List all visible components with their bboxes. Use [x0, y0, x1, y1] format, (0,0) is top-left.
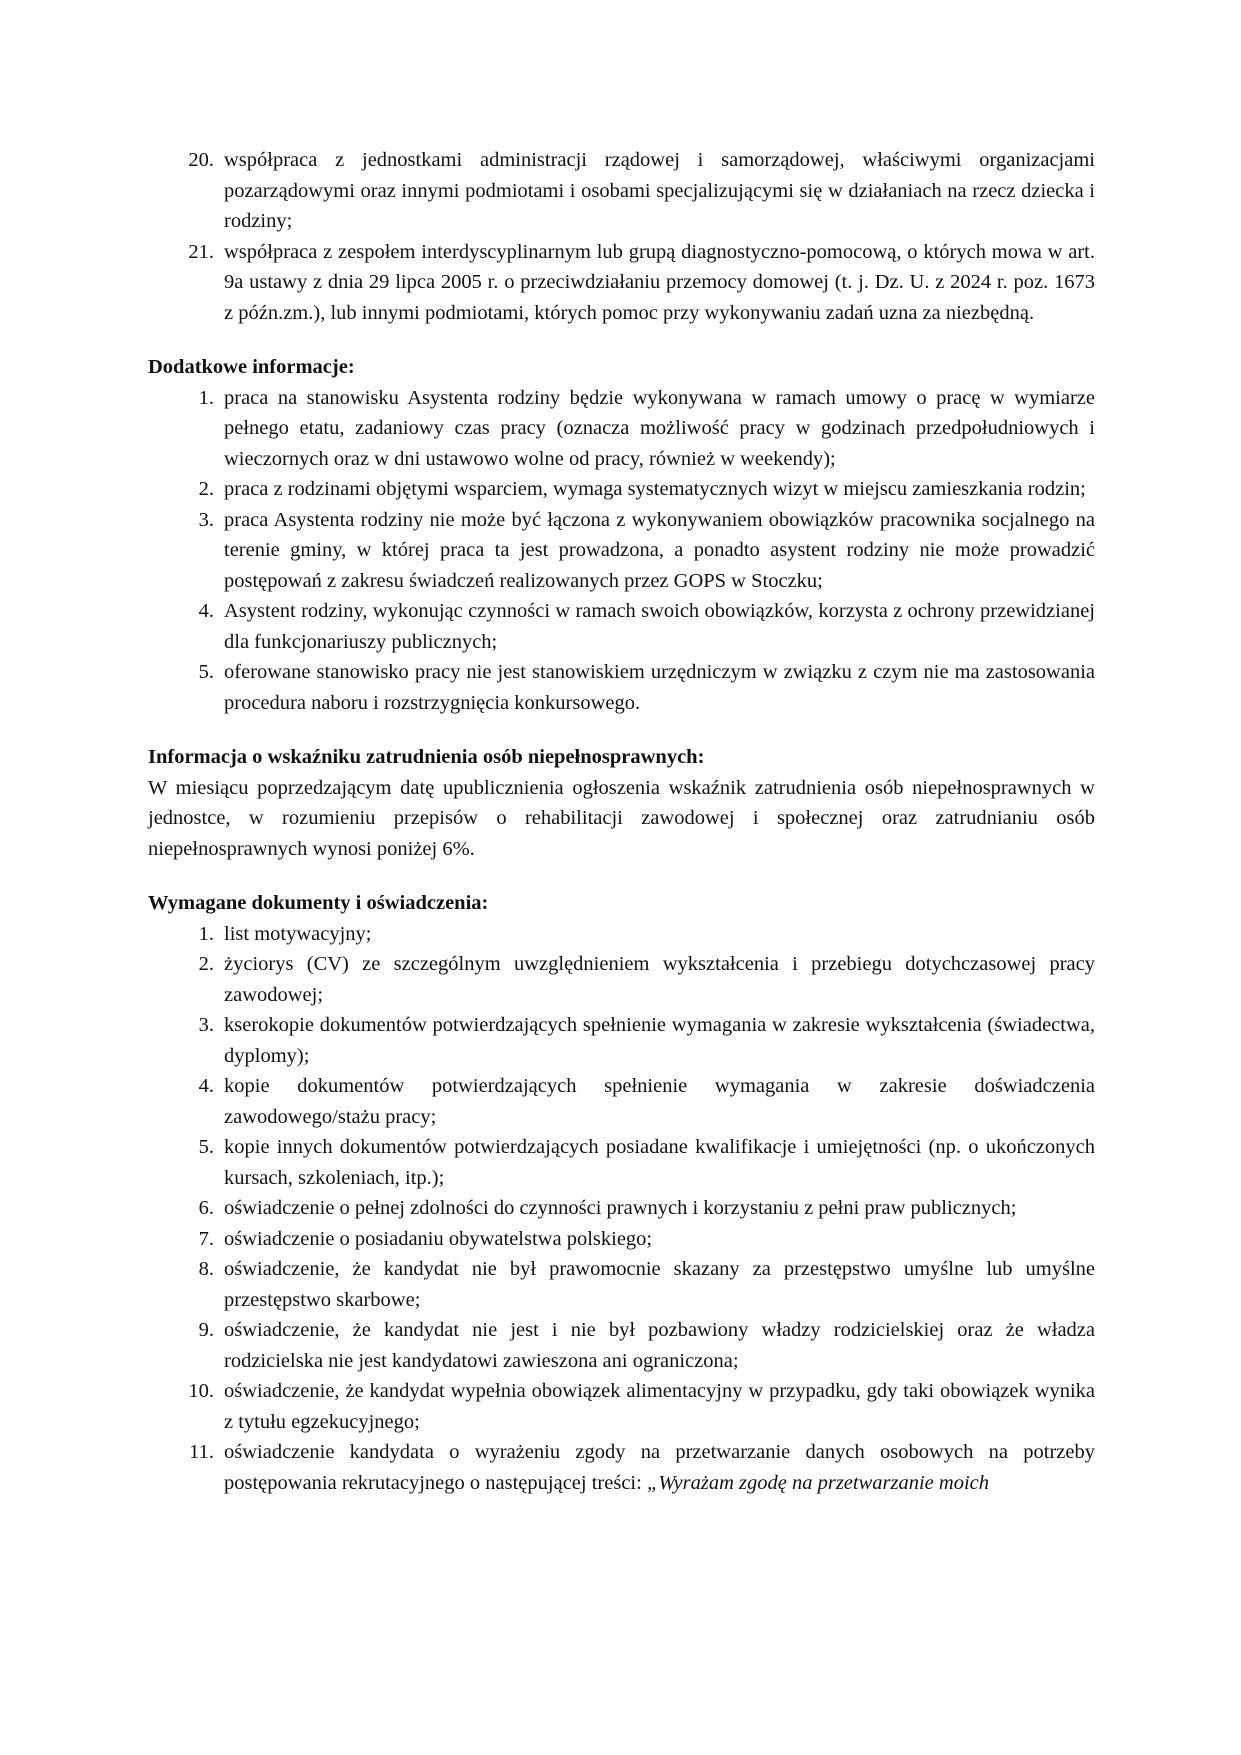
list-item-text: oferowane stanowisko pracy nie jest stanowiskiem urzędniczym w związku z czym nie ma zastosowania procedura naboru i rozstrzygnięcia konkursowego.	[224, 661, 1095, 714]
list-item-number: 1.	[198, 922, 214, 945]
list-item-number: 3.	[198, 508, 214, 531]
list-item-text: praca na stanowisku Asystenta rodziny będzie wykonywana w ramach umowy o pracę w wymiarze pełnego etatu, zadaniowy czas pracy (oznacza możliwość pracy w godzinach przedpołudniowych i wieczornych oraz w dni ustawowo wolne od pracy, również w weekendy);	[224, 386, 1095, 470]
consent-quote: „Wyrażam zgodę na przetwarzanie moich	[646, 1471, 989, 1494]
document-content	[148, 145, 1095, 1498]
list-item-text: życiorys (CV) ze szczególnym uwzględnieniem wykształcenia i przebiegu dotychczasowej pracy zawodowej;	[224, 953, 1095, 1006]
list-item-number: 9.	[198, 1319, 214, 1341]
list-item-number: 7.	[198, 1227, 214, 1250]
list-item-text: oświadczenie o pełnej zdolności do czynności prawnych i korzystaniu z pełni praw publicznych;	[224, 1197, 1017, 1219]
list-item-text: kserokopie dokumentów potwierdzających spełnienie wymagania w zakresie wykształcenia (świadectwa, dyplomy);	[224, 1014, 1095, 1067]
list-item	[148, 1437, 1095, 1498]
list-item-text: oświadczenie o posiadaniu obywatelstwa polskiego;	[224, 1227, 653, 1250]
list-item-number: 2.	[198, 478, 214, 500]
list-item	[148, 596, 1095, 657]
list-item-number: 1.	[198, 386, 214, 409]
list-item-text: oświadczenie, że kandydat nie był prawomocnie skazany za przestępstwo umyślne lub umyślne przestępstwo skarbowe;	[224, 1258, 1095, 1311]
additional-info-list	[148, 383, 1095, 719]
list-item-number: 4.	[198, 1075, 214, 1097]
additional-info-heading: Dodatkowe informacje:	[148, 356, 355, 378]
list-item-text: list motywacyjny;	[224, 922, 372, 945]
list-item	[148, 237, 1095, 329]
list-item	[148, 145, 1095, 237]
list-item	[148, 919, 1095, 950]
list-item-text: Asystent rodziny, wykonując czynności w ramach swoich obowiązków, korzysta z ochrony przewidzianej dla funkcjonariuszy publicznych;	[224, 600, 1095, 653]
required-documents-heading: Wymagane dokumenty i oświadczenia:	[148, 892, 489, 914]
list-item-text: praca Asystenta rodziny nie może być łączona z wykonywaniem obowiązków pracownika socjalnego na terenie gminy, w której praca ta jest prowadzona, a ponadto asystent rodziny nie może prowadzić postępowań z zakresu świadczeń realizowanych przez GOPS w Stoczku;	[224, 508, 1095, 592]
list-item-number: 8.	[198, 1258, 214, 1280]
list-item	[148, 1193, 1095, 1224]
list-item	[148, 1224, 1095, 1255]
list-item	[148, 505, 1095, 597]
list-item	[148, 383, 1095, 475]
list-item	[148, 474, 1095, 505]
list-item-number: 2.	[198, 953, 214, 975]
list-item-number: 11.	[189, 1441, 214, 1463]
list-item-text: współpraca z zespołem interdyscyplinarnym lub grupą diagnostyczno-pomocową, o których mowa w art. 9a ustawy z dnia 29 lipca 2005 r. o przeciwdziałaniu przemocy domowej (t. j. Dz. U. z 2024 r. poz. 1673 z późn.zm.), lub innymi podmiotami, których pomoc przy wykonywaniu zadań uzna za niezbędną.	[224, 240, 1095, 324]
list-item	[148, 949, 1095, 1010]
list-item-number: 20.	[188, 149, 214, 171]
list-item	[148, 657, 1095, 718]
list-item-number: 6.	[198, 1197, 214, 1219]
list-item-number: 4.	[198, 600, 214, 622]
list-item	[148, 1132, 1095, 1193]
list-item-number: 5.	[198, 661, 214, 683]
list-item	[148, 1254, 1095, 1315]
list-item-text: współpraca z jednostkami administracji rządowej i samorządowej, właściwymi organizacjami pozarządowymi oraz innymi podmiotami i osobami specjalizującymi się w działaniach na rzecz dziecka i rodziny;	[224, 149, 1095, 232]
list-item-number: 5.	[198, 1136, 214, 1158]
required-documents-list	[148, 919, 1095, 1499]
list-item	[148, 1376, 1095, 1437]
list-item-number: 3.	[198, 1014, 214, 1036]
list-item-text: oświadczenie, że kandydat wypełnia obowiązek alimentacyjny w przypadku, gdy taki obowiązek wynika z tytułu egzekucyjnego;	[224, 1380, 1095, 1433]
list-item-text: praca z rodzinami objętymi wsparciem, wymaga systematycznych wizyt w miejscu zamieszkania rodzin;	[224, 478, 1086, 500]
list-item-number: 10.	[188, 1380, 214, 1402]
list-item-number: 21.	[188, 240, 214, 263]
list-item	[148, 1071, 1095, 1132]
duties-list-continued	[148, 145, 1095, 328]
list-item	[148, 1315, 1095, 1376]
list-item	[148, 1010, 1095, 1071]
disability-info-paragraph: W miesiącu poprzedzającym datę upublicznienia ogłoszenia wskaźnik zatrudnienia osób niepełnosprawnych w jednostce, w rozumieniu przepisów o rehabilitacji zawodowej i społecznej oraz zatrudnianiu osób niepełnosprawnych wynosi poniżej 6%.	[148, 776, 1095, 860]
list-item-text: kopie innych dokumentów potwierdzających posiadane kwalifikacje i umiejętności (np. o ukończonych kursach, szkoleniach, itp.);	[224, 1136, 1095, 1189]
list-item-text: oświadczenie kandydata o wyrażeniu zgody na przetwarzanie danych osobowych na potrzeby postępowania rekrutacyjnego o następującej treści:	[224, 1441, 1095, 1494]
list-item-text: oświadczenie, że kandydat nie jest i nie był pozbawiony władzy rodzicielskiej oraz że władza rodzicielska nie jest kandydatowi zawieszona ani ograniczona;	[224, 1319, 1095, 1372]
disability-info-heading: Informacja o wskaźniku zatrudnienia osób niepełnosprawnych:	[148, 746, 705, 768]
list-item-text: kopie dokumentów potwierdzających spełnienie wymagania w zakresie doświadczenia zawodowego/stażu pracy;	[224, 1075, 1095, 1128]
